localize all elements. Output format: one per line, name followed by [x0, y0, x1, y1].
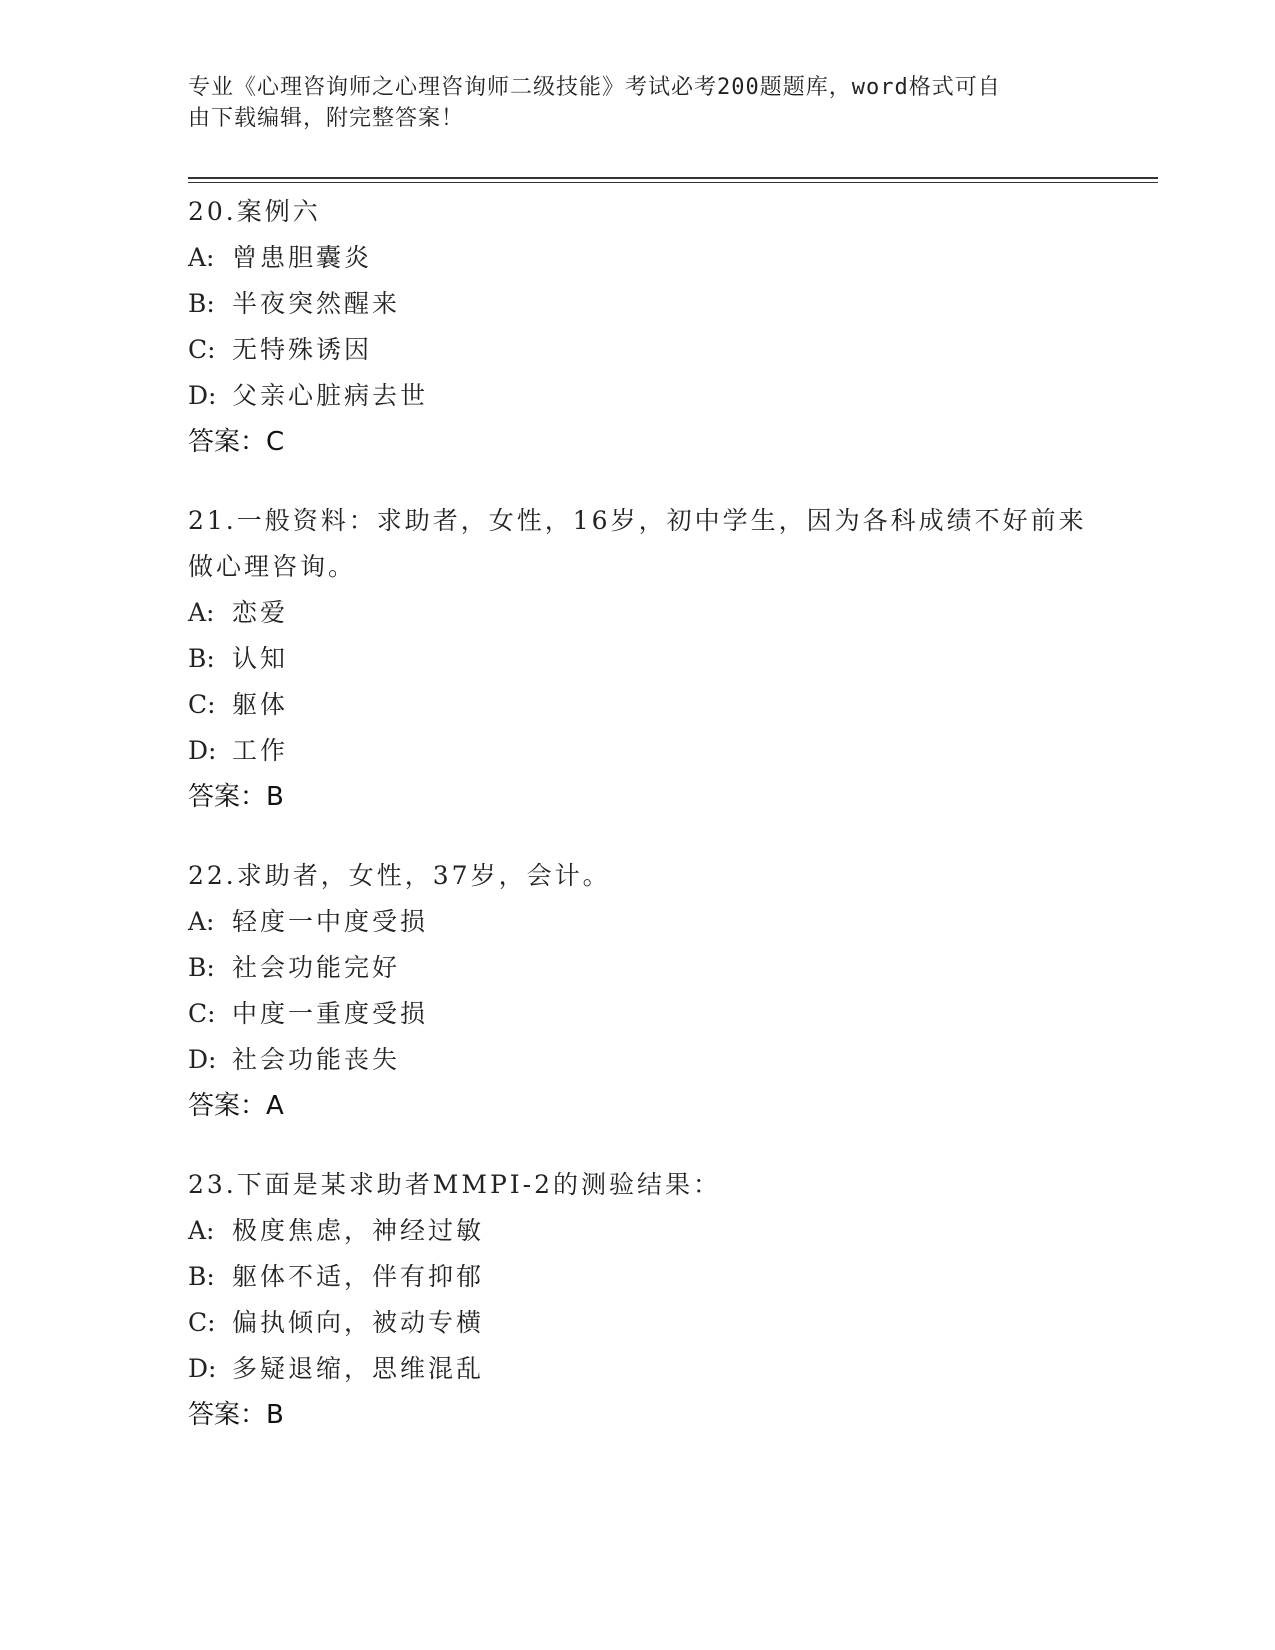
option-d — [188, 1346, 1108, 1392]
option-letter: C: — [188, 335, 216, 364]
option-letter: B: — [188, 644, 215, 673]
option-letter: A: — [188, 907, 215, 936]
option-a — [188, 235, 1108, 281]
option-d — [188, 373, 1108, 419]
option-a — [188, 899, 1108, 945]
option-b — [188, 636, 1108, 682]
option-text: 极度焦虑，神经过敏 — [232, 1216, 485, 1245]
option-text: 躯体 — [232, 690, 289, 719]
option-text: 父亲心脏病去世 — [232, 381, 429, 410]
question-23 — [188, 1162, 1108, 1438]
answer-line: 答案：C — [188, 427, 285, 457]
option-text: 无特殊诱因 — [232, 335, 373, 364]
option-text: 认知 — [232, 644, 289, 673]
option-a — [188, 590, 1108, 636]
question-21 — [188, 498, 1108, 820]
question-stem: 21.一般资料：求助者，女性，16岁，初中学生，因为各科成绩不好前来做心理咨询。 — [188, 506, 1087, 581]
option-letter: A: — [188, 1216, 215, 1245]
option-text: 工作 — [232, 736, 289, 765]
option-text: 中度一重度受损 — [232, 999, 429, 1028]
header-divider-thick — [188, 177, 1158, 179]
option-letter: D: — [188, 736, 217, 765]
option-b — [188, 281, 1108, 327]
option-letter: A: — [188, 598, 215, 627]
option-a — [188, 1208, 1108, 1254]
option-text: 曾患胆囊炎 — [232, 243, 373, 272]
option-letter: D: — [188, 1354, 217, 1383]
option-b — [188, 1254, 1108, 1300]
question-20 — [188, 189, 1108, 465]
option-text: 躯体不适，伴有抑郁 — [232, 1262, 485, 1291]
option-b — [188, 945, 1108, 991]
option-letter: D: — [188, 1045, 217, 1074]
option-text: 偏执倾向，被动专横 — [232, 1308, 485, 1337]
option-c — [188, 327, 1108, 373]
option-c — [188, 682, 1108, 728]
option-text: 半夜突然醒来 — [232, 289, 401, 318]
option-letter: D: — [188, 381, 217, 410]
option-letter: C: — [188, 690, 216, 719]
question-stem: 22.求助者，女性，37岁，会计。 — [188, 861, 611, 890]
option-d — [188, 728, 1108, 774]
question-22 — [188, 853, 1108, 1129]
header-line-1: 专业《心理咨询师之心理咨询师二级技能》考试必考200题题库，word格式可自 — [188, 75, 1001, 100]
answer-line: 答案：A — [188, 1091, 284, 1121]
option-letter: A: — [188, 243, 215, 272]
option-text: 恋爱 — [232, 598, 289, 627]
option-text: 多疑退缩，思维混乱 — [232, 1354, 485, 1383]
option-text: 社会功能丧失 — [232, 1045, 401, 1074]
option-text: 轻度一中度受损 — [232, 907, 429, 936]
answer-line: 答案：B — [188, 1400, 284, 1430]
option-letter: C: — [188, 1308, 216, 1337]
answer-line: 答案：B — [188, 782, 284, 812]
option-letter: B: — [188, 1262, 215, 1291]
option-letter: B: — [188, 289, 215, 318]
header-line-2: 由下载编辑，附完整答案！ — [188, 106, 465, 131]
question-stem: 20.案例六 — [188, 197, 321, 226]
option-c — [188, 1300, 1108, 1346]
option-letter: B: — [188, 953, 215, 982]
option-d — [188, 1037, 1108, 1083]
header-divider-thin — [188, 182, 1158, 183]
option-letter: C: — [188, 999, 216, 1028]
option-text: 社会功能完好 — [232, 953, 401, 982]
question-list — [188, 189, 1108, 1471]
document-header — [188, 72, 1088, 134]
option-c — [188, 991, 1108, 1037]
question-stem: 23.下面是某求助者MMPI-2的测验结果： — [188, 1170, 722, 1199]
